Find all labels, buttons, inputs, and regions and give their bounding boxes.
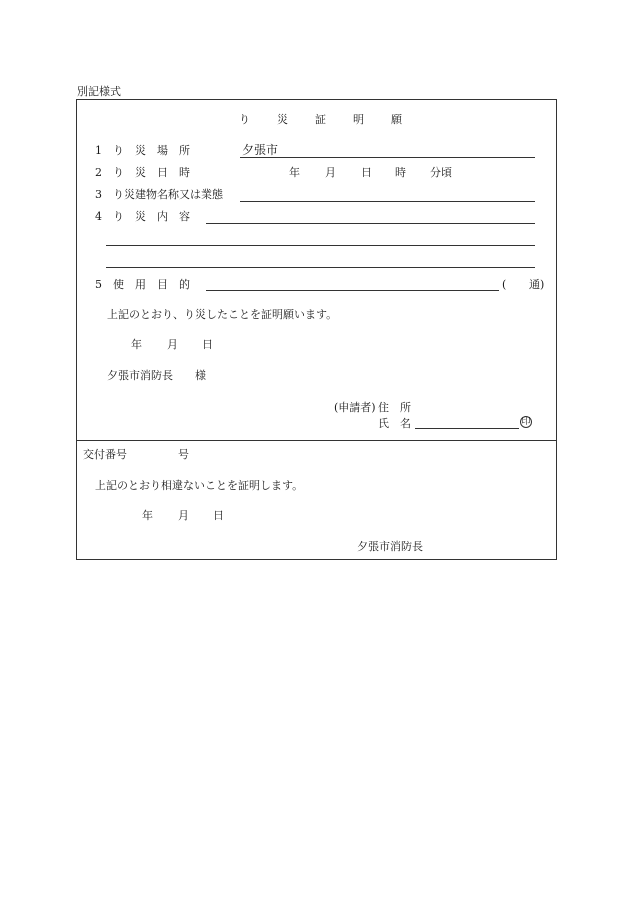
- issue-number-suffix: 号: [178, 448, 189, 461]
- address-label: 住 所: [378, 401, 411, 414]
- request-date-year: 年: [131, 338, 142, 351]
- seal-mark: 印: [521, 417, 531, 427]
- item-number-5: 5: [95, 278, 102, 291]
- form-label: 別記様式: [77, 85, 121, 98]
- request-date-month: 月: [167, 338, 178, 351]
- copies-open: (: [502, 278, 507, 291]
- item-label-location: り 災 場 所: [113, 144, 190, 157]
- copies-unit: 通): [529, 278, 545, 291]
- issue-number-label: 交付番号: [83, 448, 127, 461]
- location-line: [240, 157, 535, 158]
- item-number-4: 4: [95, 210, 102, 223]
- form-title: り 災 証 明 願: [239, 113, 410, 126]
- request-date-day: 日: [202, 338, 213, 351]
- item-number-2: 2: [95, 166, 102, 179]
- item-label-content: り 災 内 容: [113, 210, 190, 223]
- content-line-3: [106, 267, 535, 268]
- name-label: 氏 名: [378, 417, 411, 430]
- content-line-2: [106, 245, 535, 246]
- item-label-purpose: 使 用 目 的: [113, 278, 190, 291]
- request-statement: 上記のとおり、り災したことを証明願います。: [107, 308, 338, 321]
- addressee: 夕張市消防長 様: [107, 369, 206, 382]
- purpose-line: [206, 290, 499, 291]
- item-label-datetime: り 災 日 時: [113, 166, 190, 179]
- certification-section: [76, 440, 557, 560]
- datetime-minute: 分頃: [430, 166, 452, 179]
- issuer: 夕張市消防長: [357, 540, 423, 553]
- datetime-year: 年: [289, 166, 300, 179]
- certify-date-day: 日: [213, 509, 224, 522]
- content-line-1: [206, 223, 535, 224]
- item-number-1: 1: [95, 144, 102, 157]
- datetime-hour: 時: [395, 166, 406, 179]
- certify-statement: 上記のとおり相違ないことを証明します。: [95, 479, 304, 492]
- location-value: 夕張市: [242, 143, 279, 157]
- certify-date-month: 月: [178, 509, 189, 522]
- certify-date-year: 年: [142, 509, 153, 522]
- building-line: [240, 201, 535, 202]
- datetime-month: 月: [325, 166, 336, 179]
- name-line: [415, 428, 519, 429]
- datetime-day: 日: [361, 166, 372, 179]
- item-number-3: 3: [95, 188, 102, 201]
- item-label-building: り災建物名称又は業態: [113, 188, 223, 201]
- applicant-label: (申請者): [334, 401, 376, 414]
